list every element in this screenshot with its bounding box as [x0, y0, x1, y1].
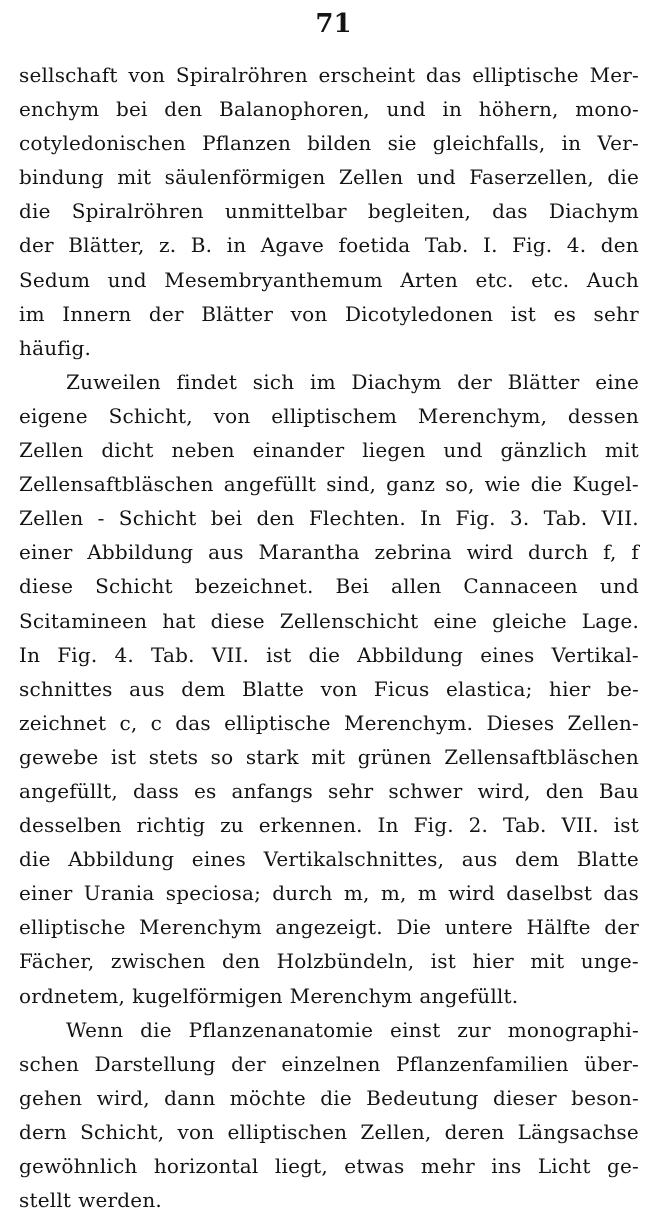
- text-line: angefüllt, dass es anfangs sehr schwer wird, den Bau: [19, 778, 639, 803]
- text-line: enchym bei den Balanophoren, und in höhern, mono-: [19, 97, 639, 122]
- text-line: zeichnet c, c das elliptische Merenchym. Dieses Zellen-: [19, 710, 639, 735]
- text-line: sellschaft von Spiralröhren erscheint das elliptische Mer-: [19, 63, 639, 87]
- page-number: 71: [315, 9, 352, 39]
- text-line: Zuweilen findet sich im Diachym der Blätter eine: [66, 369, 639, 394]
- text-line: gewöhnlich horizontal liegt, etwas mehr ins Licht ge-: [19, 1154, 639, 1178]
- text-line: dern Schicht, von elliptischen Zellen, deren Längsachse: [19, 1119, 639, 1144]
- text-line: cotyledonischen Pflanzen bilden sie gleichfalls, in Ver-: [19, 131, 639, 156]
- text-line: im Innern der Blätter von Dicotyledonen ist es sehr: [19, 301, 639, 326]
- text-line: Scitamineen hat diese Zellenschicht eine gleiche Lage.: [19, 608, 639, 633]
- text-line: diese Schicht bezeichnet. Bei allen Cannaceen und: [19, 574, 639, 599]
- body-text: [19, 58, 639, 1217]
- text-line: ordnetem, kugelförmigen Merenchym angefüllt.: [19, 983, 519, 1008]
- text-line: gehen wird, dann möchte die Bedeutung dieser beson-: [19, 1085, 639, 1110]
- text-line: schnittes aus dem Blatte von Ficus elastica; hier be-: [19, 676, 639, 701]
- text-line: Zellensaftbläschen angefüllt sind, ganz so, wie die Kugel-: [19, 472, 639, 497]
- text-line: stellt werden.: [19, 1188, 162, 1213]
- text-line: Fächer, zwischen den Holzbündeln, ist hier mit unge-: [19, 949, 639, 974]
- text-line: einer Abbildung aus Marantha zebrina wird durch f, f: [19, 540, 639, 565]
- text-line: eigene Schicht, von elliptischem Merenchym, dessen: [19, 403, 639, 428]
- text-line: Zellen - Schicht bei den Flechten. In Fig. 3. Tab. VII.: [19, 506, 639, 531]
- text-line: Zellen dicht neben einander liegen und gänzlich mit: [19, 438, 639, 463]
- text-line: In Fig. 4. Tab. VII. ist die Abbildung eines Vertikal-: [19, 642, 639, 667]
- text-line: die Abbildung eines Vertikalschnittes, aus dem Blatte: [19, 847, 639, 872]
- text-line: häufig.: [19, 335, 92, 360]
- text-line: Wenn die Pflanzenanatomie einst zur monographi-: [66, 1017, 639, 1042]
- text-line: Sedum und Mesembryanthemum Arten etc. etc. Auch: [19, 267, 639, 292]
- text-line: desselben richtig zu erkennen. In Fig. 2. Tab. VII. ist: [19, 813, 639, 838]
- text-line: schen Darstellung der einzelnen Pflanzenfamilien über-: [19, 1051, 639, 1076]
- text-line: einer Urania speciosa; durch m, m, m wird daselbst das: [19, 881, 639, 906]
- text-line: die Spiralröhren unmittelbar begleiten, das Diachym: [19, 199, 639, 224]
- text-line: der Blätter, z. B. in Agave foetida Tab. I. Fig. 4. den: [19, 233, 639, 258]
- text-line: elliptische Merenchym angezeigt. Die untere Hälfte der: [19, 915, 639, 940]
- text-line: gewebe ist stets so stark mit grünen Zellensaftbläschen: [19, 744, 639, 769]
- text-line: bindung mit säulenförmigen Zellen und Faserzellen, die: [19, 165, 639, 190]
